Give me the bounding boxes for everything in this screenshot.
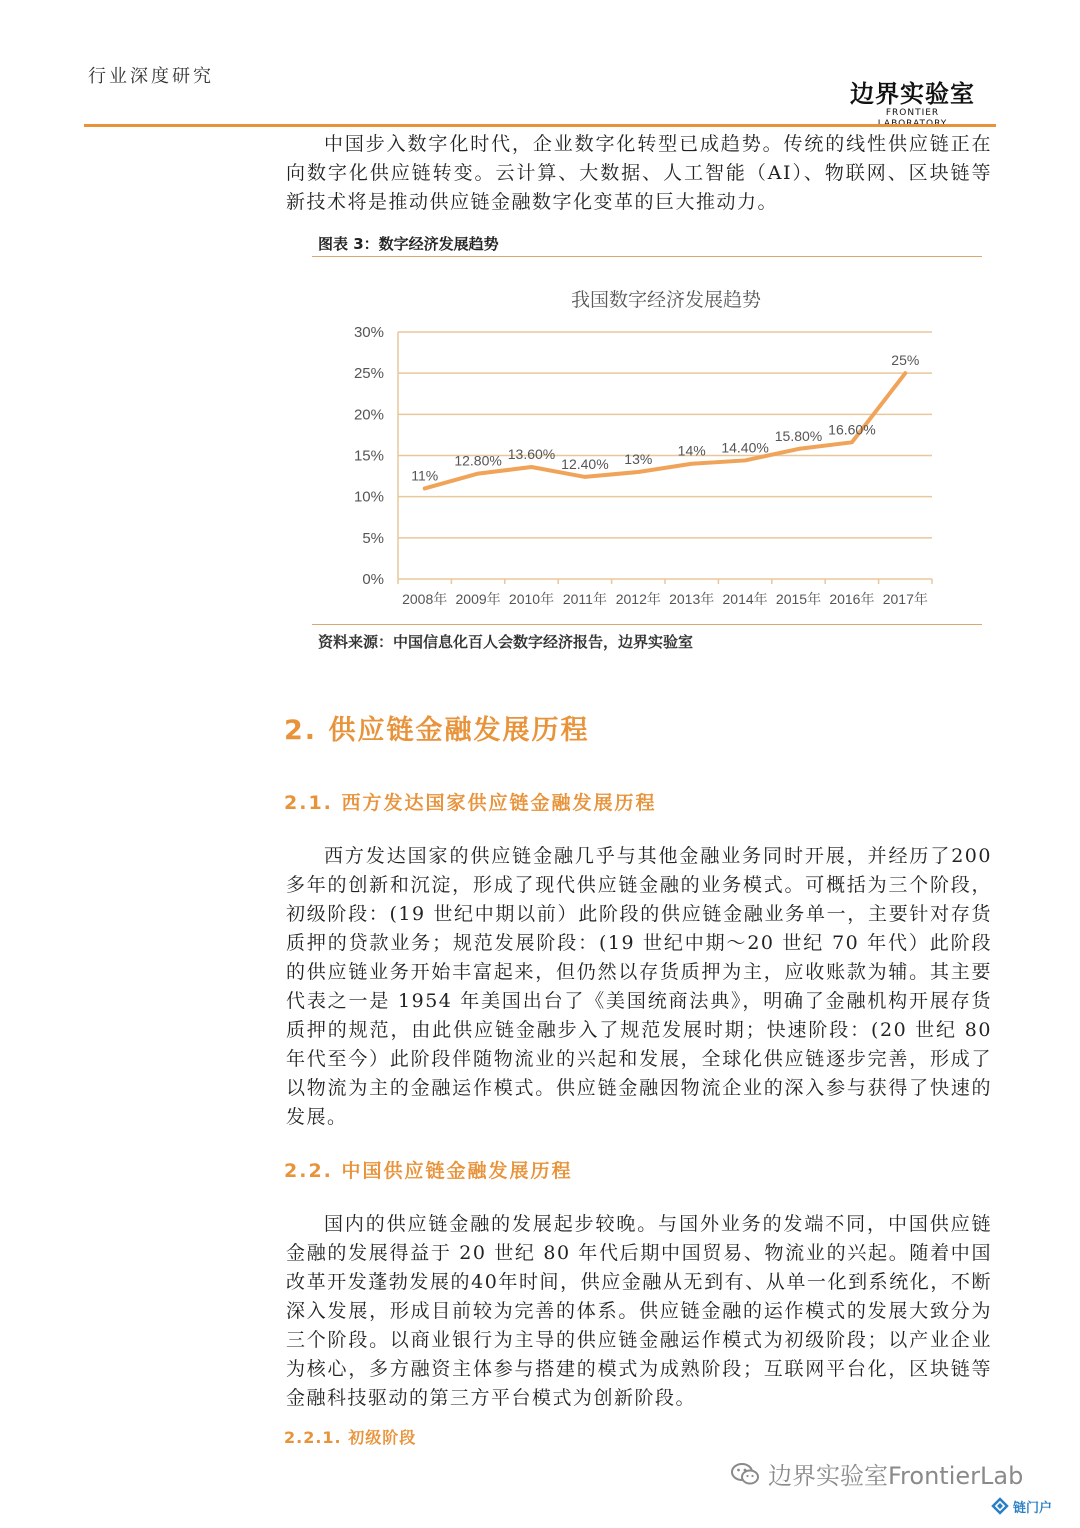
wechat-icon bbox=[730, 1461, 760, 1487]
section-2-1-heading: 2.1. 西方发达国家供应链金融发展历程 bbox=[284, 792, 657, 814]
wechat-watermark bbox=[730, 1456, 1023, 1491]
x-tick-label: 2010年 bbox=[508, 591, 555, 607]
x-tick-label: 2012年 bbox=[615, 591, 661, 607]
data-label: 12.80% bbox=[454, 452, 502, 469]
x-tick-label: 2009年 bbox=[455, 591, 501, 607]
data-label: 16.60% bbox=[828, 421, 876, 438]
figure-label: 图表 3：数字经济发展趋势 bbox=[318, 235, 499, 253]
x-tick-label: 2016年 bbox=[829, 591, 875, 607]
figure-top-rule bbox=[312, 256, 982, 257]
logo-main-text: 边界实验室 bbox=[850, 80, 975, 108]
chart-x-ticks bbox=[398, 579, 932, 607]
footer-logo-text: 链门户 bbox=[1013, 1500, 1053, 1516]
chart-y-ticks bbox=[354, 324, 384, 588]
section-2-1-paragraph: 西方发达国家的供应链金融几乎与其他金融业务同时开展，并经历了200 多年的创新和沉淀，形成了现代供应链金融的业务模式。可概括为三个阶段，初级阶段：(19 世纪中期以前）此阶段的供应链金融业务单一，主要针对存货质押的贷款业务；规范发展阶段：(19 世纪中期～20 世纪 70 年代）此阶段的供应链业务开始丰富起来，但仍然以存货质押为主，应收账款为辅。其主要代表之一是 1954 年美国出台了《美国统商法典》，明确了金融机构开展存货质押的规范，由此供应链金融步入了规范发展时期；快速阶段：(20 世纪 80 年代至今）此阶段伴随物流业的兴起和发展，全球化供应链逐步完善，形成了以物流为主的金融运作模式。供应链金融因物流企业的深入参与获得了快速的发展。 bbox=[286, 845, 992, 1128]
section-2-2-1-heading: 2.2.1. 初级阶段 bbox=[284, 1428, 417, 1447]
data-label: 12.40% bbox=[561, 455, 609, 472]
y-tick-label: 30% bbox=[353, 324, 384, 341]
figure-source: 资料来源：中国信息化百人会数字经济报告，边界实验室 bbox=[318, 633, 694, 651]
link-logo-icon bbox=[990, 1496, 1010, 1516]
x-tick-label: 2014年 bbox=[722, 591, 768, 607]
data-label: 15.80% bbox=[774, 427, 823, 444]
chart-svg bbox=[312, 262, 982, 622]
y-tick-label: 10% bbox=[353, 488, 384, 506]
y-tick-label: 25% bbox=[353, 365, 384, 383]
data-label: 13.60% bbox=[507, 446, 556, 463]
x-tick-label: 2008年 bbox=[402, 591, 448, 607]
data-label: 25% bbox=[891, 352, 920, 369]
watermark-text: 边界实验室FrontierLab bbox=[768, 1462, 1024, 1490]
chart-title: 我国数字经济发展趋势 bbox=[570, 289, 762, 311]
y-tick-label: 15% bbox=[353, 447, 384, 465]
intro-paragraph: 中国步入数字化时代，企业数字化转型已成趋势。传统的线性供应链正在向数字化供应链转变。云计算、大数据、人工智能（AI）、物联网、区块链等新技术将是推动供应链金融数字化变革的巨大推动力。 bbox=[286, 133, 992, 213]
x-tick-label: 2013年 bbox=[669, 591, 715, 607]
section-2-heading: 2. 供应链金融发展历程 bbox=[284, 715, 590, 746]
data-label: 14% bbox=[677, 442, 706, 459]
header-section-label: 行业深度研究 bbox=[88, 66, 214, 87]
data-label: 11% bbox=[411, 467, 439, 484]
figure-bottom-rule bbox=[312, 624, 982, 625]
brand-logo bbox=[850, 80, 975, 130]
section-2-2-heading: 2.2. 中国供应链金融发展历程 bbox=[284, 1160, 573, 1182]
footer-logo bbox=[990, 1496, 1052, 1516]
chart-data-labels bbox=[411, 352, 919, 483]
x-tick-label: 2017年 bbox=[882, 591, 928, 607]
line-chart bbox=[312, 262, 982, 622]
logo-sub-text: FRONTIER bbox=[885, 108, 940, 118]
y-tick-label: 5% bbox=[362, 529, 384, 547]
data-label: 13% bbox=[624, 450, 653, 467]
data-label: 14.40% bbox=[721, 439, 769, 456]
y-tick-label: 0% bbox=[362, 571, 384, 588]
x-tick-label: 2011年 bbox=[562, 591, 607, 607]
y-tick-label: 20% bbox=[353, 406, 384, 424]
x-tick-label: 2015年 bbox=[775, 591, 822, 607]
header-divider bbox=[84, 124, 996, 127]
section-2-2-paragraph: 国内的供应链金融的发展起步较晚。与国外业务的发端不同，中国供应链金融的发展得益于 20 世纪 80 年代后期中国贸易、物流业的兴起。随着中国改革开发蓬勃发展的40年时间，供应金融从无到有、从单一化到系统化，不断深入发展，形成目前较为完善的体系。供应链金融的运作模式的发展大致分为三个阶段。以商业银行为主导的供应链金融运作模式为初级阶段；以产业企业为核心，多方融资主体参与搭建的模式为成熟阶段；互联网平台化，区块链等金融科技驱动的第三方平台模式为创新阶段。 bbox=[286, 1213, 992, 1409]
